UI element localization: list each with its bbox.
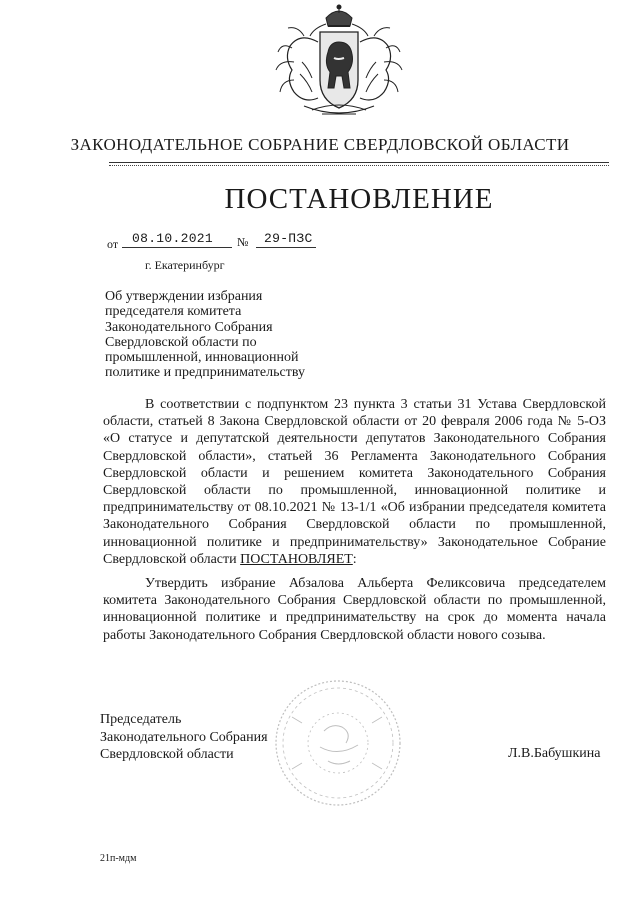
preamble-text: В соответствии с подпунктом 23 пункта 3 статьи 31 Устава Свердловской области, статьей 8 Закона Свердловской области от 20 февраля 2006 года № 5-ОЗ «О статусе и депутатской деятельности депутатов Законодательного Собрания Свердловской области», статьей 36 Регламента Законодательного Собрания Свердловской области и решением комитета Законодательного Собрания Свердловской области по промышленной, инновационной политике и предпринимательству от 08.10.2021 № 13-1/1 «Об избрании председателя комитета Законодательного Собрания Свердловской области по промышленной, инновационной политике и предпринимательству» Законодательное Собрание Свердловской области — [103, 397, 606, 567]
subject-line: политике и предпринимательству — [105, 365, 305, 381]
organization-name: ЗАКОНОДАТЕЛЬНОЕ СОБРАНИЕ СВЕРДЛОВСКОЙ ОБЛАСТИ — [70, 135, 570, 154]
header-divider — [109, 162, 609, 167]
number-value: 29-ПЗС — [264, 231, 313, 246]
place-of-adoption: г. Екатеринбург — [145, 258, 225, 272]
body-paragraph-preamble — [103, 396, 606, 568]
signatory-title-line: Председатель — [100, 712, 182, 727]
subject-line: Свердловской области по — [105, 334, 257, 350]
preamble-colon: : — [352, 551, 357, 567]
subject-line: председателя комитета — [105, 304, 242, 320]
document-title: ПОСТАНОВЛЕНИЕ — [224, 183, 494, 215]
signatory-title-line: Законодательного Собрания — [100, 729, 268, 745]
signatory-title-line: Свердловской области — [100, 747, 234, 762]
subject-line: Об утверждении избрания — [105, 289, 263, 304]
number-underline — [256, 247, 316, 248]
coat-of-arms-emblem — [264, 2, 414, 120]
signatory-position — [100, 711, 320, 764]
subject-line: Законодательного Собрания — [105, 319, 273, 335]
body-paragraph-resolution: Утвердить избрание Абзалова Альберта Феликсовича председателем комитета Законодательного Собрания Свердловской области по промышленной, инновационной политике и предпринимательству на срок до момента начала работы Законодательного Собрания Свердловской области нового созыва. — [103, 576, 606, 643]
signatory-name: Л.В.Бабушкина — [508, 746, 601, 761]
date-prefix: от — [107, 237, 119, 251]
registration-code: 21п-мдм — [100, 853, 137, 864]
date-underline — [122, 247, 232, 248]
date-value: 08.10.2021 — [132, 231, 214, 246]
resolves-verb: ПОСТАНОВЛЯЕТ — [240, 551, 353, 567]
subject-line: промышленной, инновационной — [105, 350, 299, 366]
number-prefix: № — [237, 235, 249, 249]
document-subject — [105, 289, 345, 381]
